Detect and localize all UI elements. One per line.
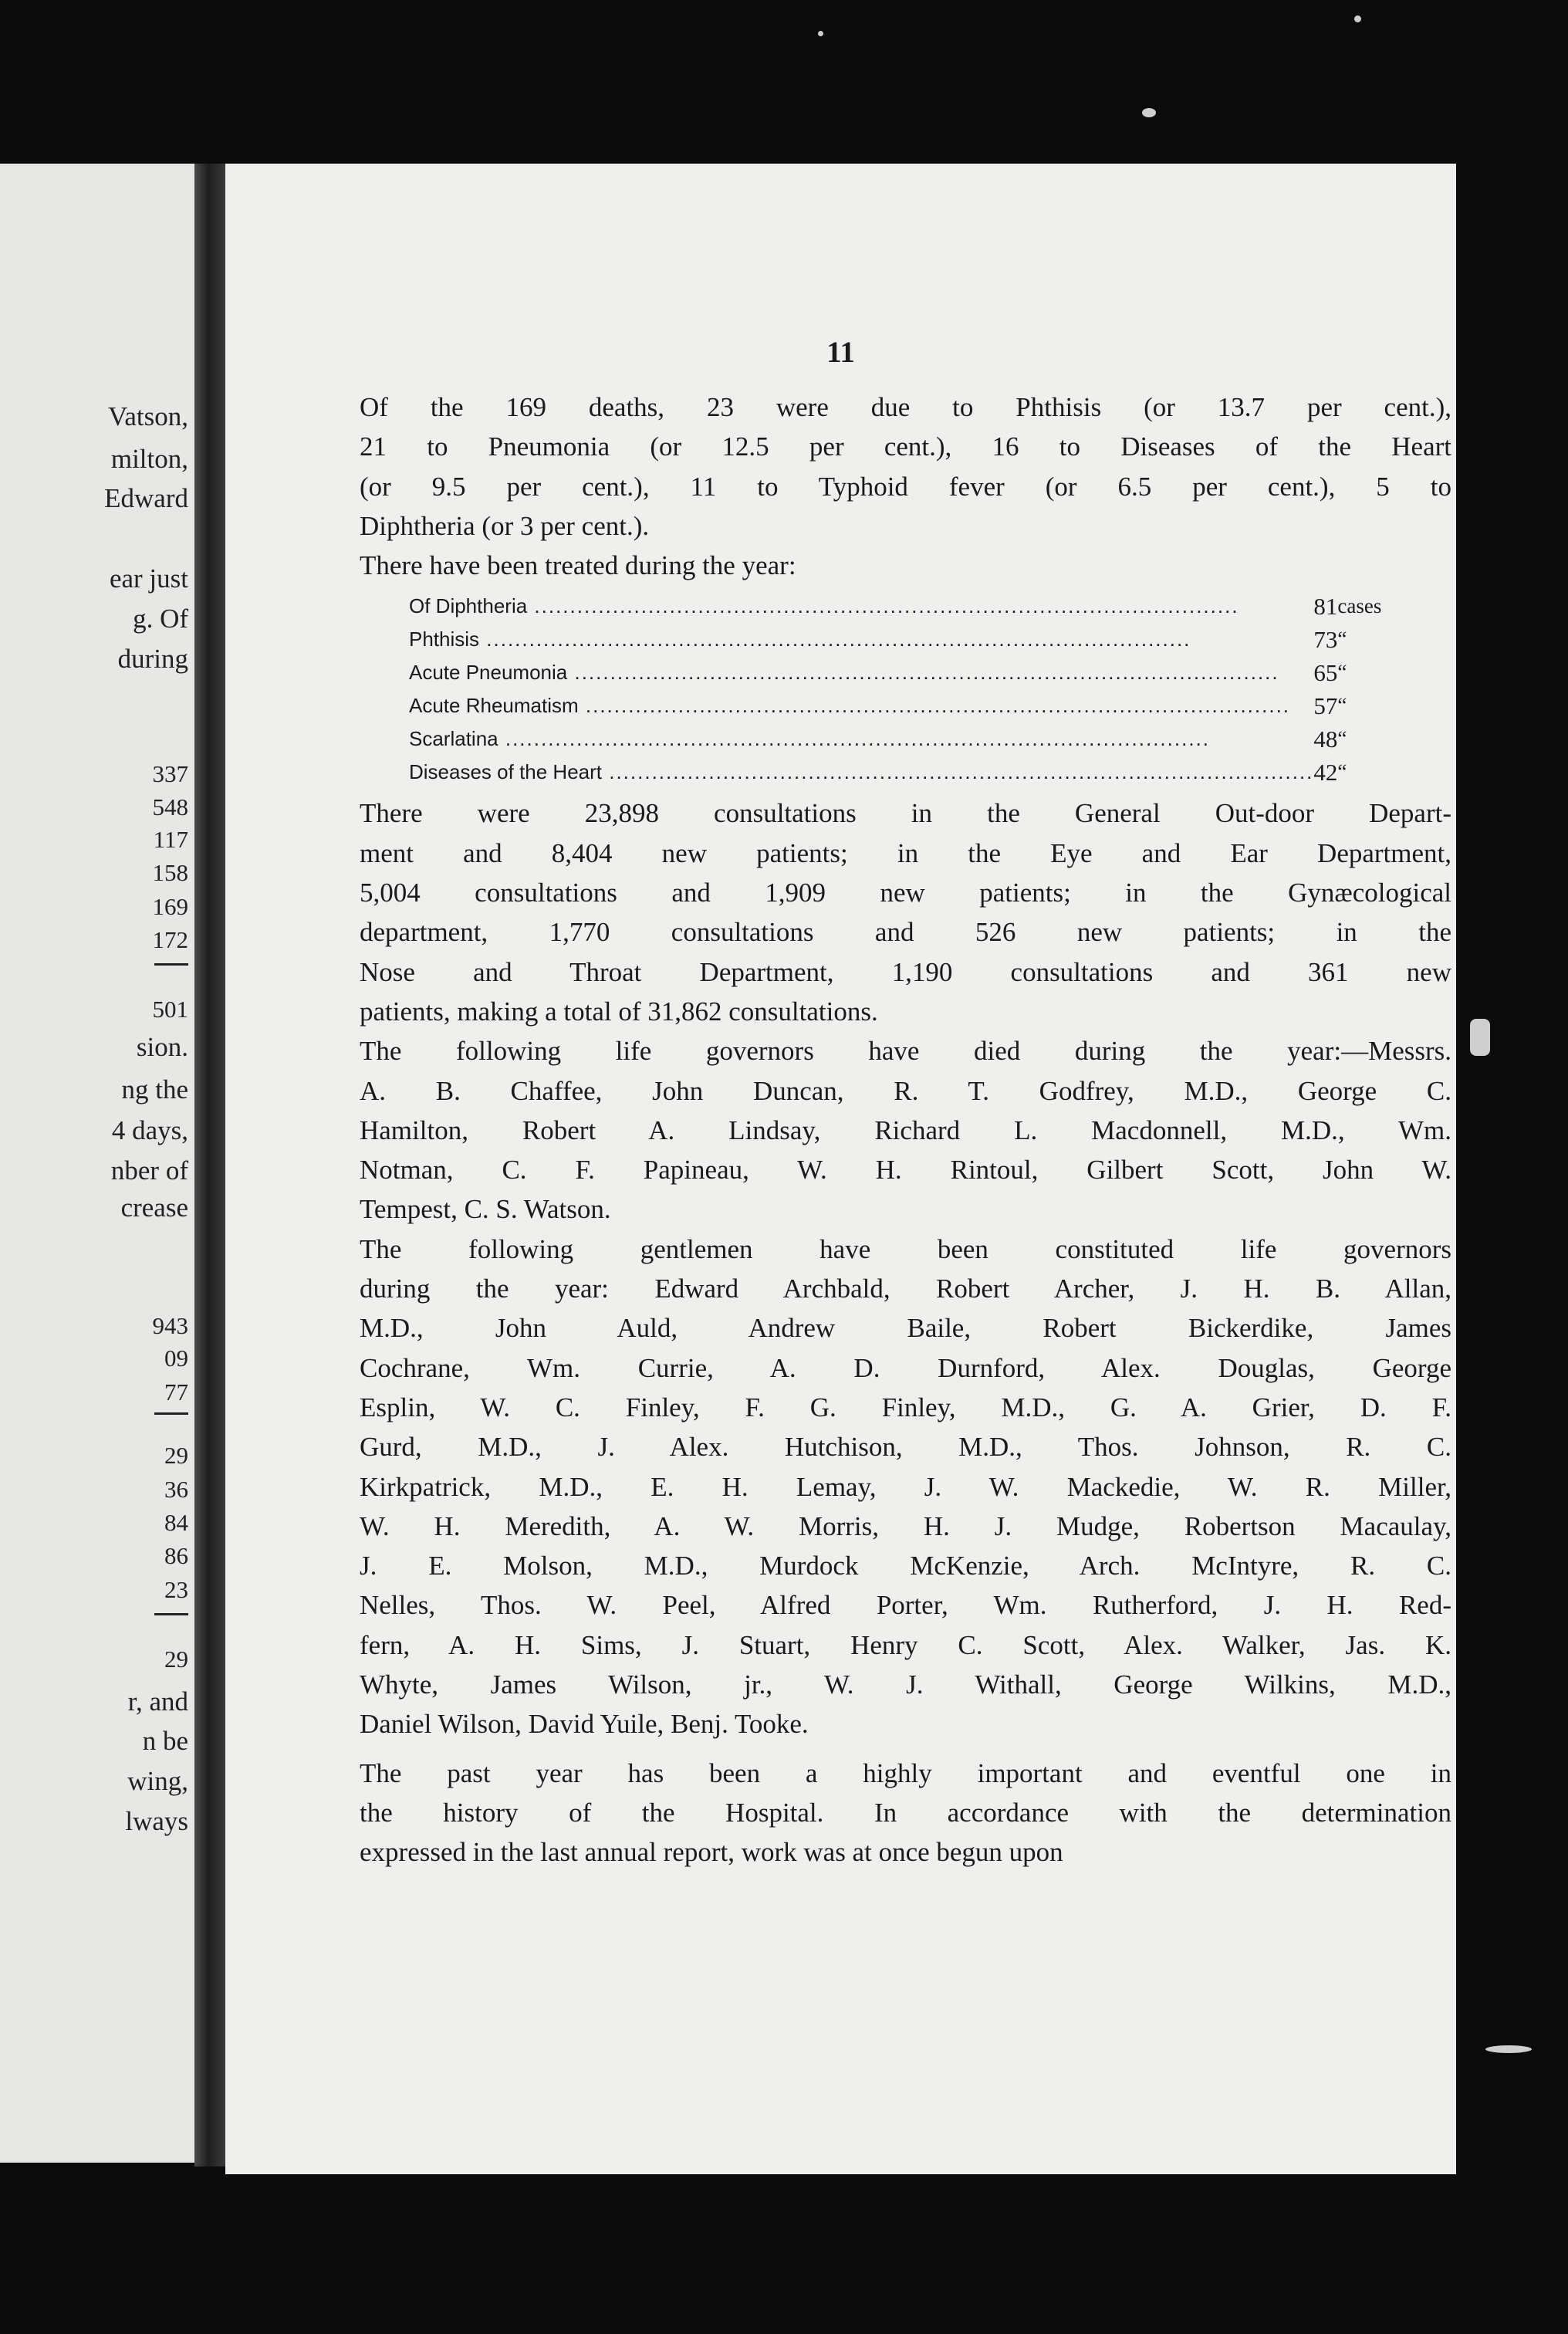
- left-page-text-fragment: 4 days,: [111, 1115, 188, 1145]
- book-gutter: [194, 164, 225, 2167]
- left-page-text-fragment: n be: [142, 1726, 188, 1756]
- treated-count: 48: [1313, 726, 1338, 753]
- treated-disease: Acute Rheumatism .....: [409, 689, 1313, 722]
- left-page-number-fragment: 09: [164, 1345, 188, 1372]
- text-line: the history of the Hospital. In accordance with the determination: [360, 1797, 1451, 1828]
- left-page-number-fragment: 86: [164, 1542, 188, 1569]
- left-page-text-fragment: milton,: [110, 444, 188, 474]
- scan-speck: [818, 31, 823, 36]
- text-line: Diphtheria (or 3 per cent.).: [360, 510, 650, 541]
- treated-count: 57: [1313, 692, 1338, 720]
- treated-row: [409, 689, 1381, 722]
- text-line: fern, A. H. Sims, J. Stuart, Henry C. Scott, Alex. Walker, Jas. K.: [360, 1629, 1451, 1660]
- deaths-paragraph: [329, 387, 1451, 546]
- treated-row: [409, 590, 1381, 623]
- text-line: The past year has been a highly important and eventful one in: [360, 1757, 1451, 1788]
- text-line: A. B. Chaffee, John Duncan, R. T. Godfrey, M.D., George C.: [360, 1075, 1451, 1106]
- text-line: Daniel Wilson, David Yuile, Benj. Tooke.: [360, 1709, 809, 1740]
- treated-unit: cases: [1337, 594, 1382, 618]
- treated-row: [409, 756, 1381, 789]
- scan-speck: [1142, 108, 1156, 117]
- treated-cases-table: [409, 590, 1381, 789]
- left-page-text-fragment: ng the: [121, 1074, 188, 1104]
- left-page-number-fragment: 29: [164, 1442, 188, 1469]
- left-page-number-fragment: 36: [164, 1476, 188, 1503]
- treated-row: [409, 623, 1381, 656]
- treated-intro: There have been treated during the year:: [360, 550, 796, 581]
- text-line: Of the 169 deaths, 23 were due to Phthisis (or 13.7 per cent.),: [360, 392, 1451, 422]
- text-line: department, 1,770 consultations and 526 new patients; in the: [360, 917, 1451, 948]
- text-line: Kirkpatrick, M.D., E. H. Lemay, J. W. Mackedie, W. R. Miller,: [360, 1471, 1451, 1502]
- treated-unit: “: [1337, 760, 1347, 784]
- text-line: Cochrane, Wm. Currie, A. D. Durnford, Alex. Douglas, George: [360, 1352, 1451, 1383]
- text-line: J. E. Molson, M.D., Murdock McKenzie, Arch. McIntyre, R. C.: [360, 1551, 1451, 1581]
- left-page-sum-rule: [154, 1412, 188, 1415]
- left-page-text-fragment: lways: [125, 1806, 188, 1836]
- left-page-number-fragment: 548: [152, 793, 188, 820]
- text-line: expressed in the last annual report, work was at once begun upon: [360, 1837, 1063, 1868]
- left-page-text-fragment: g. Of: [133, 604, 188, 634]
- treated-count: 81: [1313, 593, 1338, 621]
- left-page-text-fragment: during: [117, 644, 188, 674]
- left-page-number-fragment: 77: [164, 1378, 188, 1405]
- document-page: [225, 164, 1456, 2174]
- text-line: M.D., John Auld, Andrew Baile, Robert Bickerdike, James: [360, 1313, 1451, 1344]
- scan-speck: [1470, 1019, 1490, 1056]
- left-page-number-fragment: 29: [164, 1646, 188, 1673]
- left-page-number-fragment: 117: [153, 826, 188, 853]
- deceased-governors-paragraph: [329, 1031, 1451, 1229]
- new-governors-paragraph: [329, 1230, 1451, 1744]
- left-page-number-fragment: 158: [152, 859, 188, 886]
- treated-unit: “: [1337, 661, 1347, 685]
- scan-speck: [1354, 15, 1361, 22]
- page-number: 11: [826, 336, 855, 369]
- left-page-number-fragment: 23: [164, 1576, 188, 1603]
- left-page-number-fragment: 337: [152, 760, 188, 787]
- treated-unit: “: [1337, 627, 1347, 651]
- treated-disease: Diseases of the Heart .....: [409, 756, 1313, 789]
- text-line: Hamilton, Robert A. Lindsay, Richard L. Macdonnell, M.D., Wm.: [360, 1115, 1451, 1145]
- left-page-text-fragment: ear just: [109, 563, 188, 594]
- text-line: (or 9.5 per cent.), 11 to Typhoid fever (or 6.5 per cent.), 5 to: [360, 471, 1451, 502]
- treated-count: 65: [1313, 659, 1338, 687]
- treated-unit: “: [1337, 727, 1347, 751]
- facing-page-fragment: [0, 164, 194, 2163]
- text-line: Gurd, M.D., J. Alex. Hutchison, M.D., Thos. Johnson, R. C.: [360, 1432, 1451, 1463]
- left-page-text-fragment: sion.: [136, 1032, 188, 1062]
- text-line: Whyte, James Wilson, jr., W. J. Withall, George Wilkins, M.D.,: [360, 1669, 1451, 1700]
- left-page-number-fragment: 169: [152, 893, 188, 920]
- treated-count: 73: [1313, 626, 1338, 654]
- text-line: 21 to Pneumonia (or 12.5 per cent.), 16 to Diseases of the Heart: [360, 431, 1451, 462]
- left-page-number-fragment: 501: [152, 996, 188, 1023]
- treated-disease: Of Diphtheria .....: [409, 590, 1313, 623]
- text-line: There were 23,898 consultations in the General Out-door Depart-: [360, 798, 1451, 829]
- treated-row: [409, 722, 1381, 756]
- consultations-paragraph: [329, 793, 1451, 1031]
- text-line: Nose and Throat Department, 1,190 consultations and 361 new: [360, 956, 1451, 987]
- text-line: The following gentlemen have been constituted life governors: [360, 1233, 1451, 1264]
- text-line: Tempest, C. S. Watson.: [360, 1194, 611, 1225]
- text-line: Notman, C. F. Papineau, W. H. Rintoul, Gilbert Scott, John W.: [360, 1155, 1451, 1186]
- hospital-history-paragraph: [329, 1754, 1451, 1872]
- text-line: patients, making a total of 31,862 consultations.: [360, 996, 878, 1027]
- treated-row: [409, 656, 1381, 689]
- text-line: W. H. Meredith, A. W. Morris, H. J. Mudge, Robertson Macaulay,: [360, 1510, 1451, 1541]
- left-page-text-fragment: wing,: [127, 1766, 188, 1796]
- left-page-text-fragment: nber of: [110, 1155, 188, 1186]
- text-line: The following life governors have died during the year:—Messrs.: [360, 1036, 1451, 1067]
- treated-disease: Scarlatina .....: [409, 722, 1313, 756]
- treated-disease: Phthisis .....: [409, 623, 1313, 656]
- left-page-text-fragment: Edward: [104, 483, 188, 513]
- text-line: 5,004 consultations and 1,909 new patients; in the Gynæcological: [360, 878, 1451, 908]
- text-line: ment and 8,404 new patients; in the Eye and Ear Department,: [360, 837, 1451, 868]
- left-page-text-fragment: r, and: [127, 1686, 188, 1717]
- treated-count: 42: [1313, 759, 1338, 786]
- page-body: [329, 387, 1451, 1872]
- left-page-sum-rule: [154, 1613, 188, 1615]
- left-page-number-fragment: 172: [152, 926, 188, 953]
- text-line: Esplin, W. C. Finley, F. G. Finley, M.D., G. A. Grier, D. F.: [360, 1392, 1451, 1422]
- treated-disease: Acute Pneumonia .....: [409, 656, 1313, 689]
- treated-unit: “: [1337, 694, 1347, 718]
- text-line: during the year: Edward Archbald, Robert Archer, J. H. B. Allan,: [360, 1274, 1451, 1304]
- left-page-number-fragment: 84: [164, 1509, 188, 1536]
- text-line: Nelles, Thos. W. Peel, Alfred Porter, Wm. Rutherford, J. H. Red-: [360, 1590, 1451, 1621]
- left-page-text-fragment: Vatson,: [107, 401, 188, 431]
- left-page-sum-rule: [154, 963, 188, 966]
- left-page-number-fragment: 943: [152, 1312, 188, 1339]
- left-page-text-fragment: crease: [120, 1192, 188, 1223]
- scan-speck: [1485, 2045, 1532, 2053]
